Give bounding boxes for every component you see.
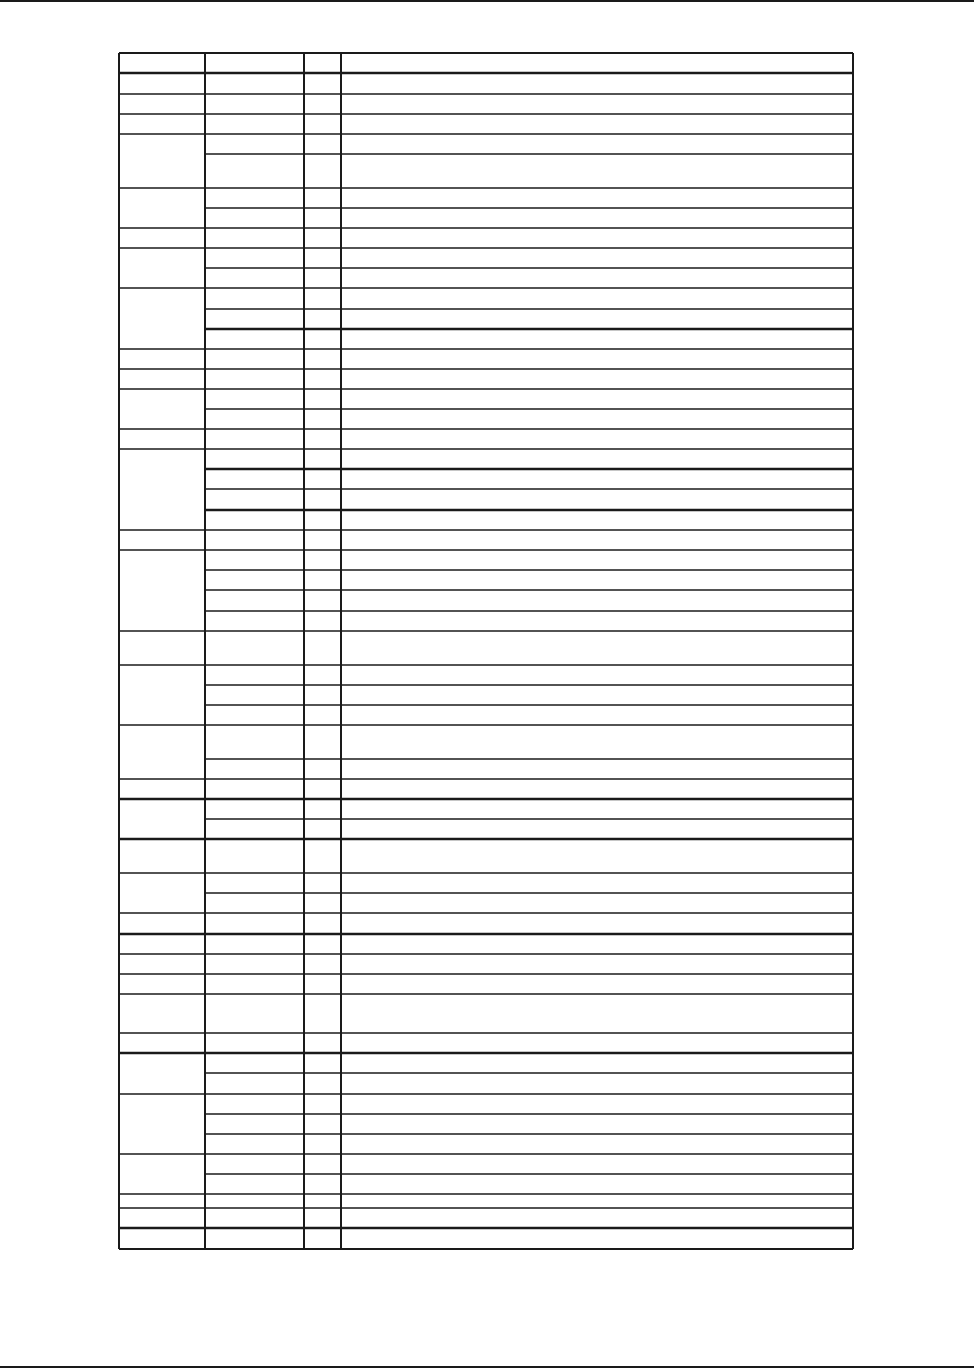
bottom-rule bbox=[0, 1366, 974, 1368]
